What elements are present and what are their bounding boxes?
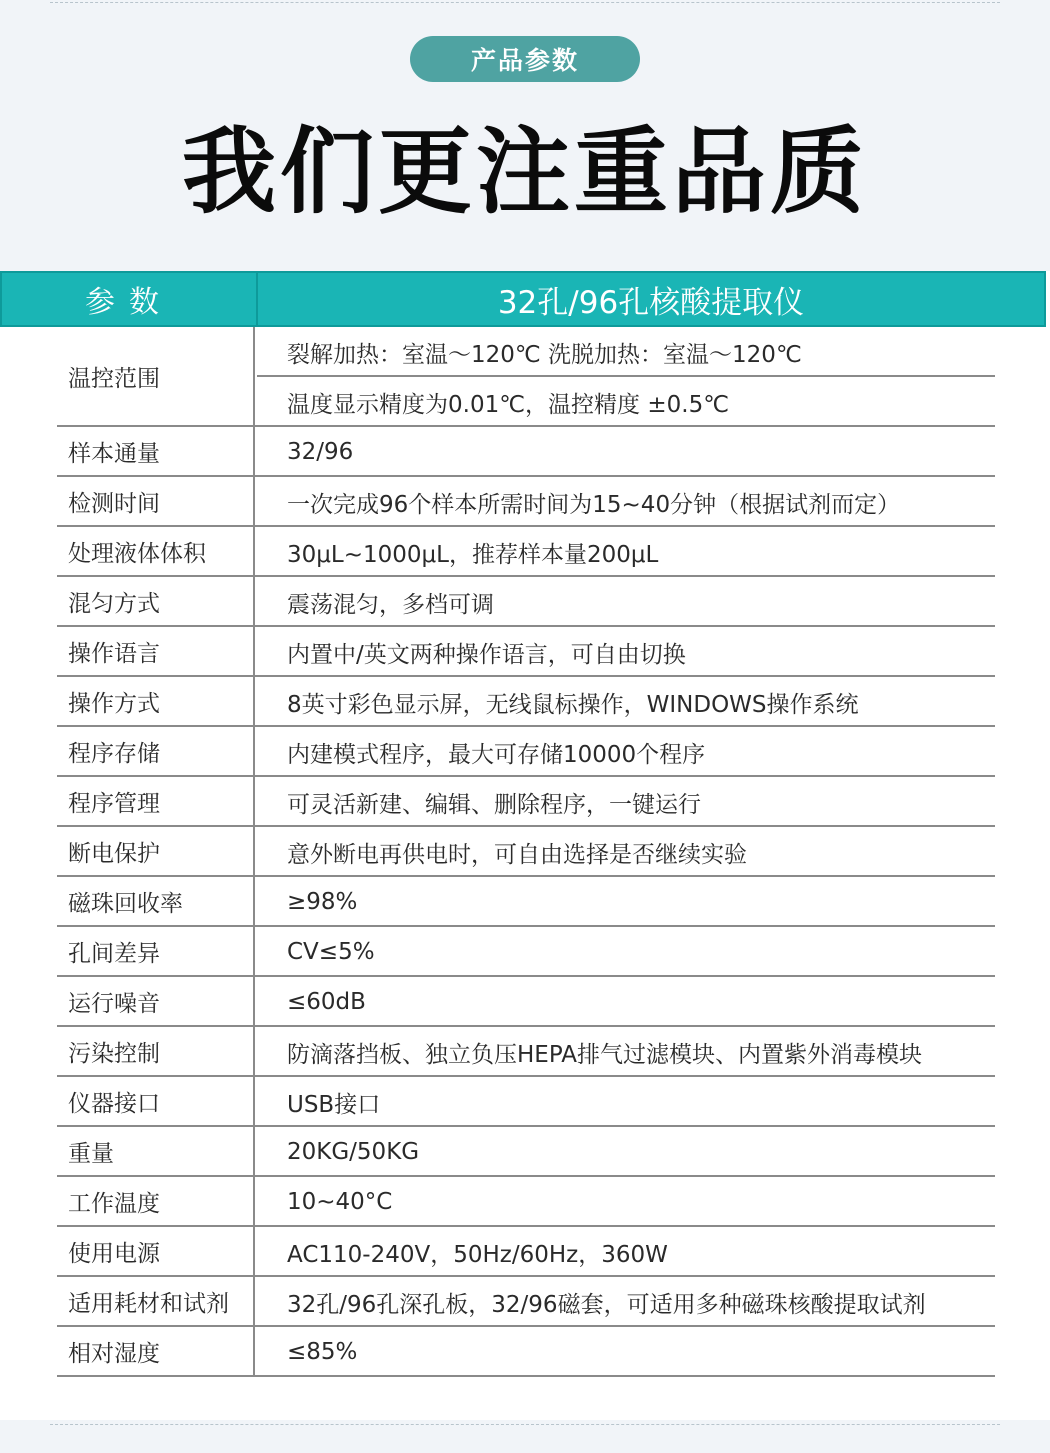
row-value: 32/96 bbox=[287, 439, 354, 465]
row-label: 温控范围 bbox=[57, 327, 255, 425]
row-label: 工作温度 bbox=[57, 1177, 255, 1225]
spec-table-header bbox=[0, 271, 1046, 327]
row-value: AC110-240V，50Hz/60Hz，360W bbox=[287, 1241, 668, 1268]
table-row bbox=[57, 777, 995, 827]
table-row bbox=[57, 677, 995, 727]
spec-table-body bbox=[57, 327, 995, 1377]
table-row bbox=[57, 477, 995, 527]
row-value: 10~40°C bbox=[287, 1189, 393, 1215]
row-value: 32孔/96孔深孔板，32/96磁套，可适用多种磁珠核酸提取试剂 bbox=[287, 1291, 926, 1318]
row-value: 一次完成96个样本所需时间为15~40分钟（根据试剂而定） bbox=[287, 491, 901, 518]
table-row bbox=[57, 627, 995, 677]
row-label: 仪器接口 bbox=[57, 1077, 255, 1125]
row-value: 防滴落挡板、独立负压HEPA排气过滤模块、内置紫外消毒模块 bbox=[287, 1041, 922, 1068]
top-dashed-divider bbox=[50, 2, 1000, 3]
page-headline: 我们更注重品质 bbox=[181, 118, 868, 227]
header-product-name: 32孔/96孔核酸提取仪 bbox=[497, 284, 805, 321]
row-label: 处理液体体积 bbox=[57, 527, 255, 575]
bottom-dashed-divider bbox=[50, 1424, 1000, 1425]
row-label: 适用耗材和试剂 bbox=[57, 1277, 255, 1325]
row-label: 污染控制 bbox=[57, 1027, 255, 1075]
row-label: 检测时间 bbox=[57, 477, 255, 525]
row-inner-divider bbox=[257, 375, 995, 377]
row-value: 内置中/英文两种操作语言，可自由切换 bbox=[287, 641, 686, 668]
row-value: ≤85% bbox=[287, 1339, 358, 1365]
row-label: 操作语言 bbox=[57, 627, 255, 675]
table-row bbox=[57, 527, 995, 577]
table-row bbox=[57, 427, 995, 477]
row-label: 操作方式 bbox=[57, 677, 255, 725]
row-value: 30μL~1000μL，推荐样本量200μL bbox=[287, 541, 659, 568]
table-row bbox=[57, 1027, 995, 1077]
row-label: 磁珠回收率 bbox=[57, 877, 255, 925]
table-row bbox=[57, 1277, 995, 1327]
row-value: USB接口 bbox=[287, 1091, 381, 1118]
table-row bbox=[57, 1077, 995, 1127]
table-row bbox=[57, 877, 995, 927]
section-badge: 产品参数 bbox=[410, 36, 640, 82]
table-row bbox=[57, 327, 995, 427]
row-label: 混匀方式 bbox=[57, 577, 255, 625]
row-label: 使用电源 bbox=[57, 1227, 255, 1275]
row-label: 断电保护 bbox=[57, 827, 255, 875]
row-label: 程序存储 bbox=[57, 727, 255, 775]
table-row bbox=[57, 727, 995, 777]
row-label: 运行噪音 bbox=[57, 977, 255, 1025]
row-value: 20KG/50KG bbox=[287, 1139, 420, 1165]
table-row bbox=[57, 1127, 995, 1177]
table-row bbox=[57, 977, 995, 1027]
row-value: CV≤5% bbox=[287, 939, 375, 965]
row-label: 样本通量 bbox=[57, 427, 255, 475]
row-value: 意外断电再供电时，可自由选择是否继续实验 bbox=[287, 841, 747, 868]
table-row bbox=[57, 927, 995, 977]
row-value: 8英寸彩色显示屏，无线鼠标操作，WINDOWS操作系统 bbox=[287, 691, 859, 718]
row-label: 孔间差异 bbox=[57, 927, 255, 975]
row-value: 温度显示精度为0.01℃，温控精度 ±0.5℃ bbox=[287, 391, 730, 418]
row-value: 震荡混匀，多档可调 bbox=[287, 591, 494, 618]
row-value: ≥98% bbox=[287, 889, 358, 915]
table-row bbox=[57, 1227, 995, 1277]
row-label: 程序管理 bbox=[57, 777, 255, 825]
row-value: ≤60dB bbox=[287, 989, 366, 1015]
row-value: 可灵活新建、编辑、删除程序，一键运行 bbox=[287, 791, 701, 818]
table-row bbox=[57, 1177, 995, 1227]
header-parameter-label: 参数 bbox=[2, 273, 258, 325]
table-row bbox=[57, 827, 995, 877]
row-label: 相对湿度 bbox=[57, 1327, 255, 1375]
table-row bbox=[57, 1327, 995, 1377]
row-value: 裂解加热：室温～120℃ 洗脱加热：室温～120℃ bbox=[287, 341, 802, 368]
row-value: 内建模式程序，最大可存储10000个程序 bbox=[287, 741, 706, 768]
row-label: 重量 bbox=[57, 1127, 255, 1175]
table-row bbox=[57, 577, 995, 627]
